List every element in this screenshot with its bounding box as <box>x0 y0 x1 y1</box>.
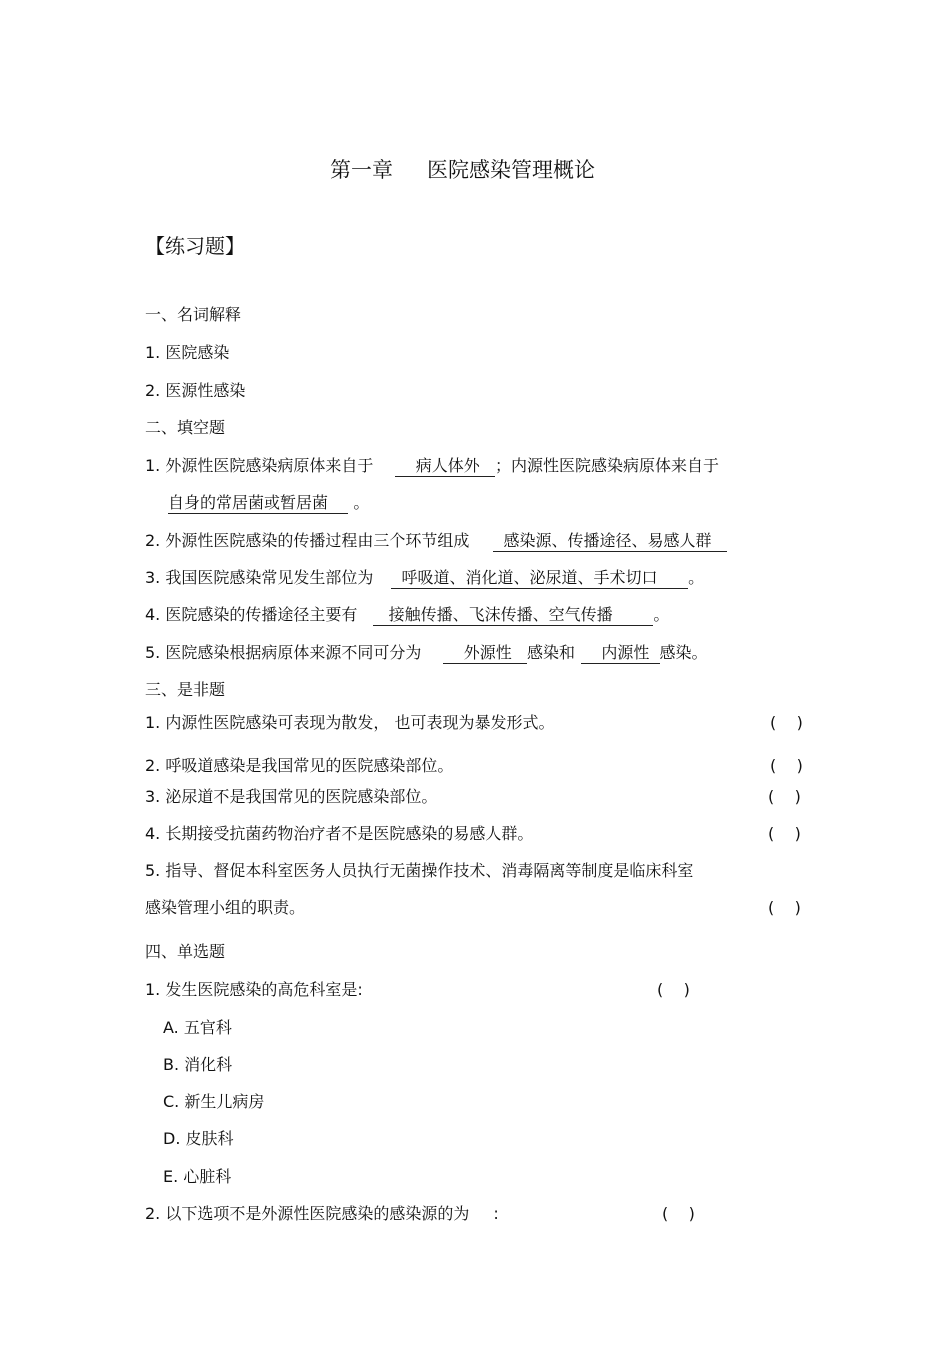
choice-option: E. 心脏科 <box>163 1167 232 1186</box>
choice-question-2: 2. 以下选项不是外源性医院感染的感染源的为 : <box>145 1204 499 1223</box>
answer-parentheses: ( ) <box>662 1204 695 1223</box>
true-false-item: 2. 呼吸道感染是我国常见的医院感染部位。 <box>145 756 454 775</box>
true-false-item: 4. 长期接受抗菌药物治疗者不是医院感染的易感人群。 <box>145 824 534 843</box>
question-text: ；内源性医院感染病原体来自于 <box>494 456 719 475</box>
choice-question-1: 1. 发生医院感染的高危科室是: <box>145 980 363 999</box>
answer-blank: 呼吸道、消化道、泌尿道、手术切口 <box>391 568 688 589</box>
answer-blank: 接触传播、飞沫传播、空气传播 <box>373 605 653 626</box>
part2-heading: 二、填空题 <box>145 418 226 437</box>
answer-parentheses: ( ) <box>770 756 803 775</box>
answer-parentheses: ( ) <box>768 787 801 806</box>
question-text: 4. 医院感染的传播途径主要有 <box>145 605 358 624</box>
question-text: 2. 以下选项不是外源性医院感染的感染源的为 <box>145 1204 470 1223</box>
fill-question-1-cont: 自身的常居菌或暂居菌 。 <box>168 493 370 512</box>
true-false-item-cont: 感染管理小组的职责。 <box>145 898 306 917</box>
part4-heading: 四、单选题 <box>145 942 226 961</box>
part1-item: 1. 医院感染 <box>145 343 230 362</box>
answer-blank: 外源性 <box>443 643 527 664</box>
answer-parentheses: ( ) <box>657 980 690 999</box>
section-heading: 【练习题】 <box>145 234 245 258</box>
chapter-number: 第一章 <box>330 158 393 182</box>
fill-question-5: 5. 医院感染根据病原体来源不同可分为 外源性 感染和 内源性 感染。 <box>145 643 708 662</box>
true-false-item: 3. 泌尿道不是我国常见的医院感染部位。 <box>145 787 438 806</box>
part1-item: 2. 医源性感染 <box>145 381 246 400</box>
chapter-name: 医院感染管理概论 <box>427 158 595 182</box>
part3-heading: 三、是非题 <box>145 680 226 699</box>
choice-option: C. 新生儿病房 <box>163 1092 265 1111</box>
fill-question-1 <box>145 455 719 477</box>
fill-question-2 <box>145 530 727 552</box>
chapter-title <box>0 156 925 184</box>
answer-blank: 自身的常居菌或暂居菌 <box>168 493 348 514</box>
fill-question-4: 4. 医院感染的传播途径主要有 接触传播、飞沫传播、空气传播 。 <box>145 605 670 624</box>
true-false-item: 5. 指导、督促本科室医务人员执行无菌操作技术、消毒隔离等制度是临床科室 <box>145 861 694 880</box>
true-false-item: 1. 内源性医院感染可表现为散发， 也可表现为暴发形式。 <box>145 713 555 732</box>
answer-blank: 感染源、传播途径、易感人群 <box>493 531 726 552</box>
question-text: 5. 医院感染根据病原体来源不同可分为 <box>145 643 422 662</box>
answer-parentheses: ( ) <box>768 824 801 843</box>
choice-option: A. 五官科 <box>163 1018 232 1037</box>
question-text: 2. 外源性医院感染的传播过程由三个环节组成 <box>145 531 470 550</box>
choice-option: D. 皮肤科 <box>163 1129 234 1148</box>
fill-question-3: 3. 我国医院感染常见发生部位为 呼吸道、消化道、泌尿道、手术切口 。 <box>145 568 705 587</box>
part1-heading: 一、名词解释 <box>145 305 242 324</box>
choice-option: B. 消化科 <box>163 1055 233 1074</box>
question-text: 1. 外源性医院感染病原体来自于 <box>145 456 374 475</box>
question-text: 3. 我国医院感染常见发生部位为 <box>145 568 374 587</box>
answer-parentheses: ( ) <box>770 713 803 732</box>
answer-blank: 内源性 <box>581 643 660 664</box>
answer-blank: 病人体外 <box>395 456 495 477</box>
answer-parentheses: ( ) <box>768 898 801 917</box>
